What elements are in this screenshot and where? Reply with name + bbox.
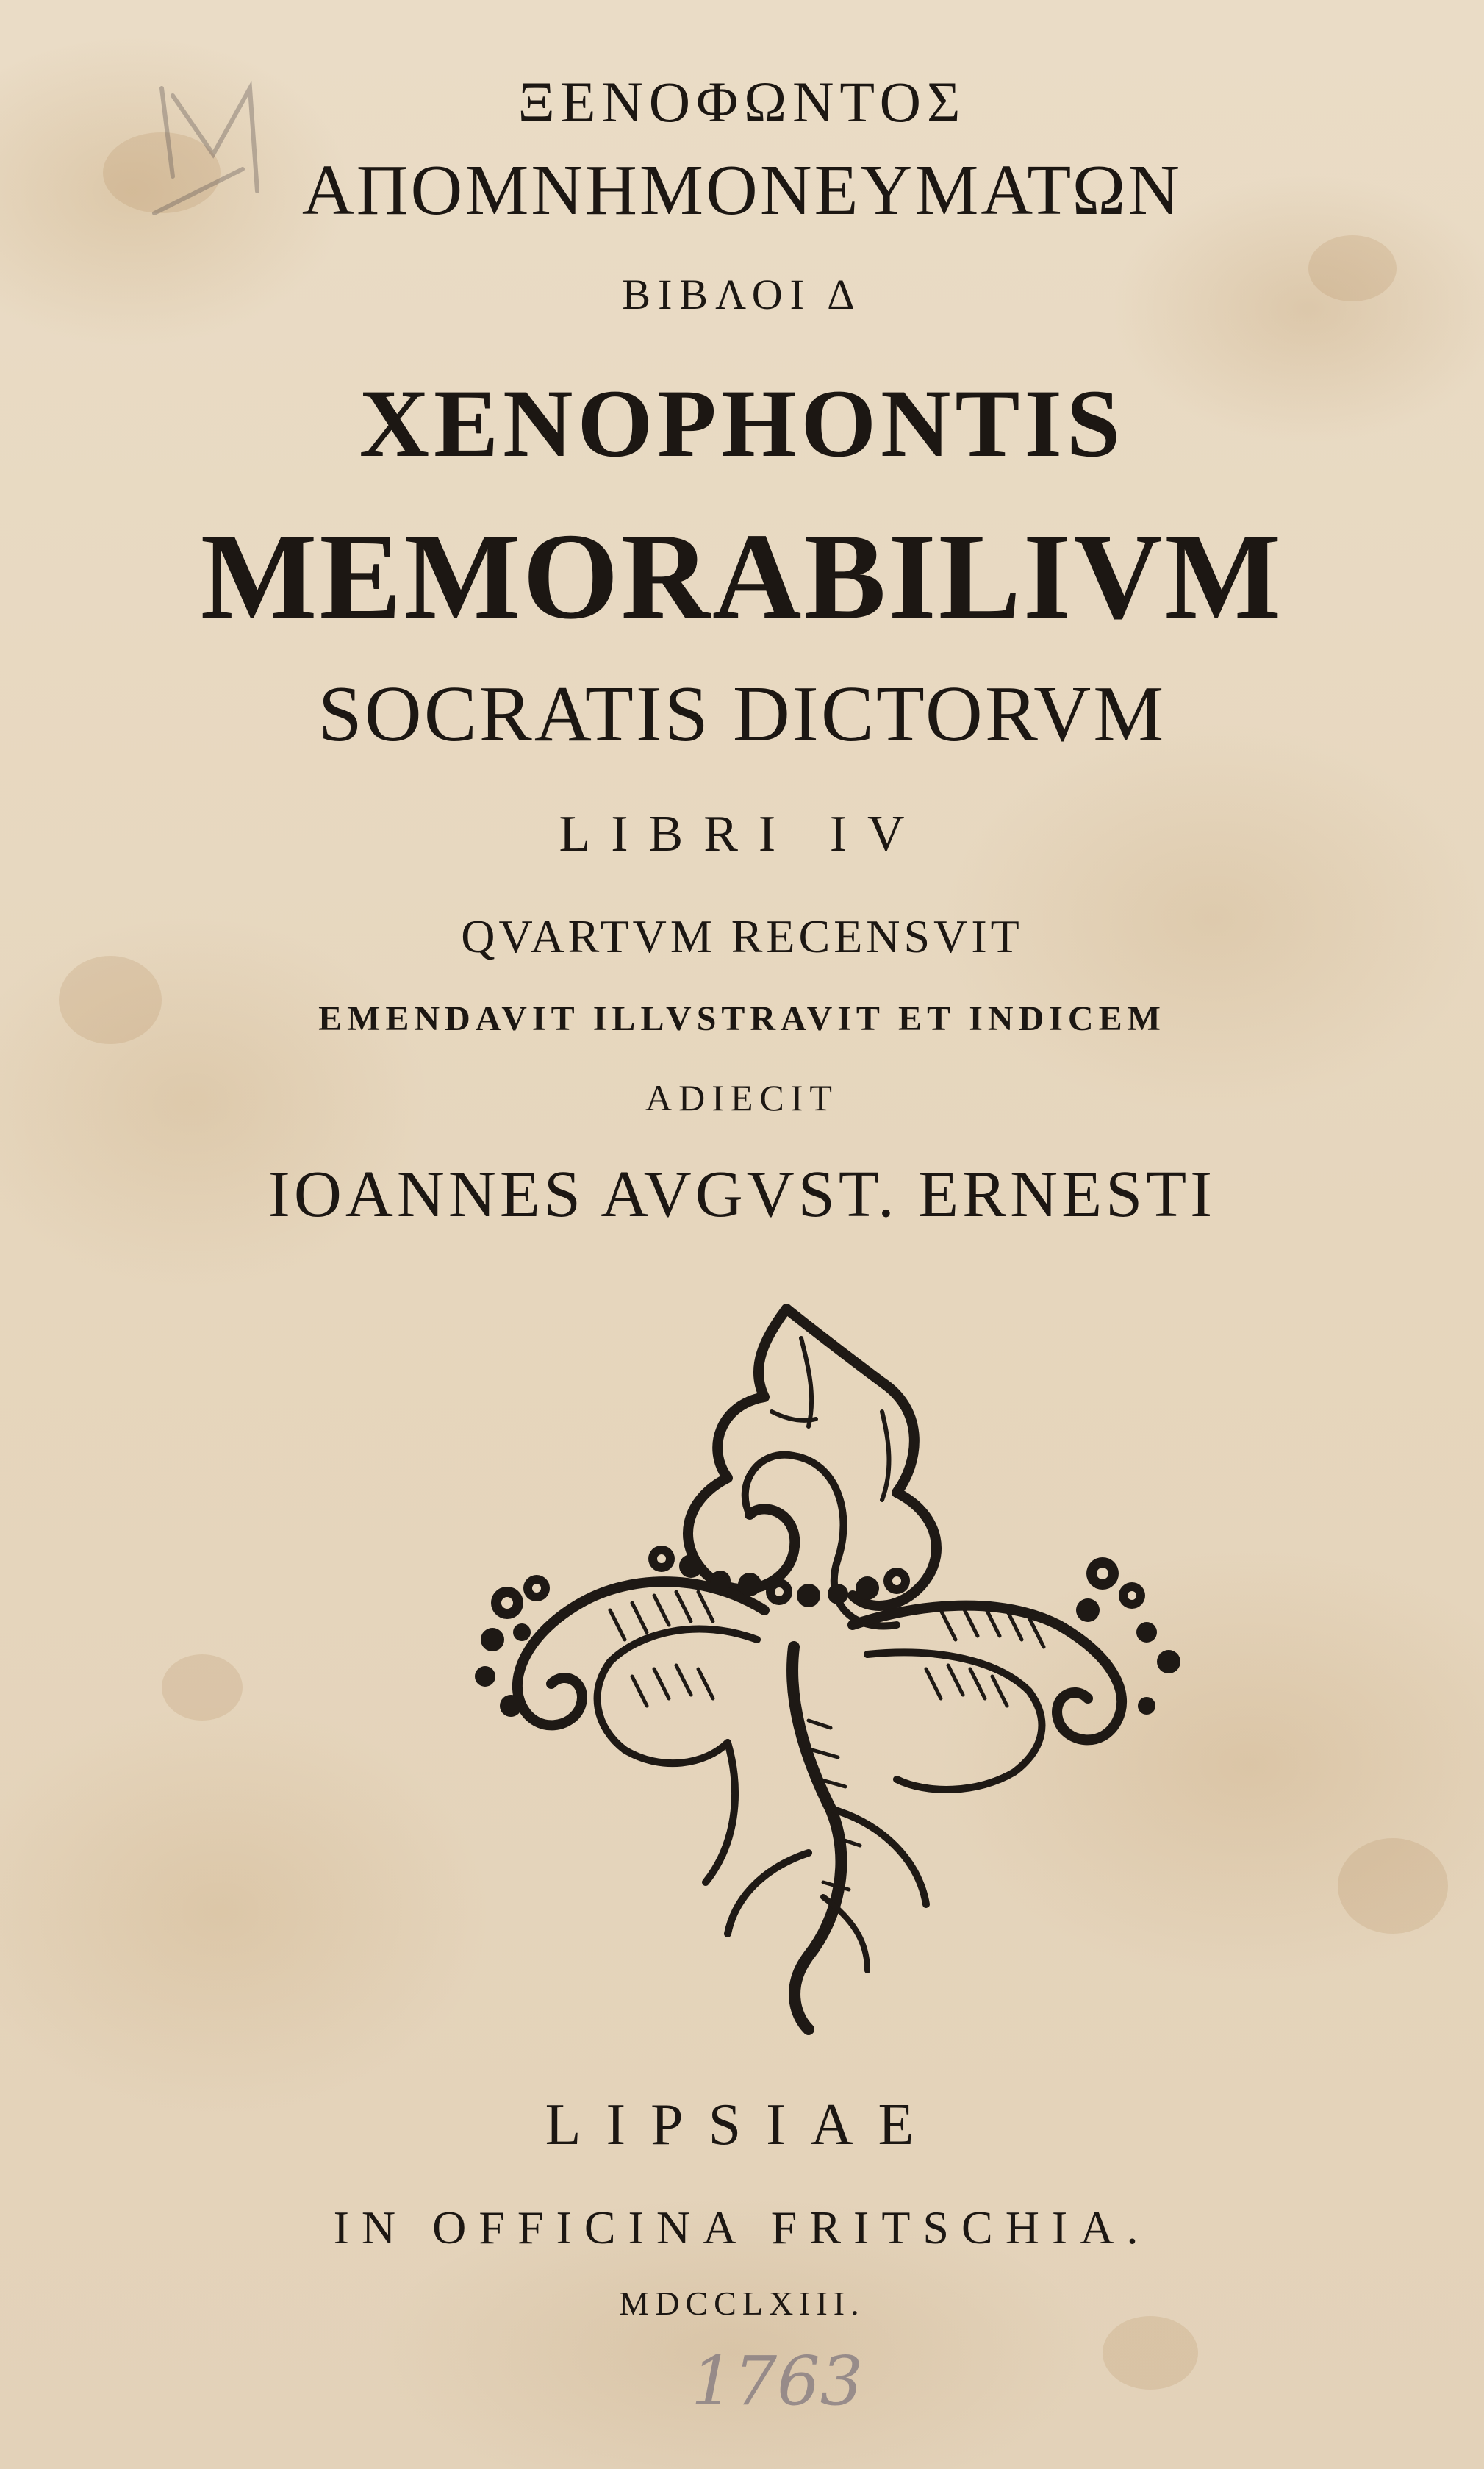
adiecit-line: ADIECIT: [645, 1077, 839, 1118]
foxing-spot: [1338, 1838, 1448, 1934]
emendavit-line: EMENDAVIT ILLVSTRAVIT ET INDICEM: [318, 999, 1166, 1038]
foxing-spot: [1103, 2316, 1198, 2390]
editor-name: IOANNES AVGVST. ERNESTI: [268, 1158, 1216, 1231]
libri-line: LIBRI IV: [559, 806, 925, 862]
imprint-publisher: IN OFFICINA FRITSCHIA.: [333, 2201, 1151, 2254]
latin-subtitle: SOCRATIS DICTORVM: [318, 671, 1166, 758]
recensuit-line: QVARTVM RECENSVIT: [461, 910, 1023, 962]
greek-books: ΒΙΒΛΟΙ Δ: [622, 271, 862, 318]
rococo-floral-vignette-icon: [441, 1294, 1213, 2037]
greek-title: ΑΠΟΜΝΗΜΟΝΕΥΜΑΤΩΝ: [301, 151, 1183, 230]
handwritten-date-text: 1763: [691, 2342, 864, 2420]
latin-title: MEMORABILIVM: [200, 508, 1284, 645]
imprint-city: LIPSIAE: [545, 2093, 939, 2157]
greek-author: ΞΕΝΟΦΩΝΤΟΣ: [517, 70, 967, 134]
imprint-year: MDCCLXIII.: [619, 2284, 865, 2322]
handwritten-date: [676, 2334, 867, 2423]
latin-author: XENOPHONTIS: [359, 369, 1125, 477]
foxing-spot: [162, 1654, 243, 1721]
